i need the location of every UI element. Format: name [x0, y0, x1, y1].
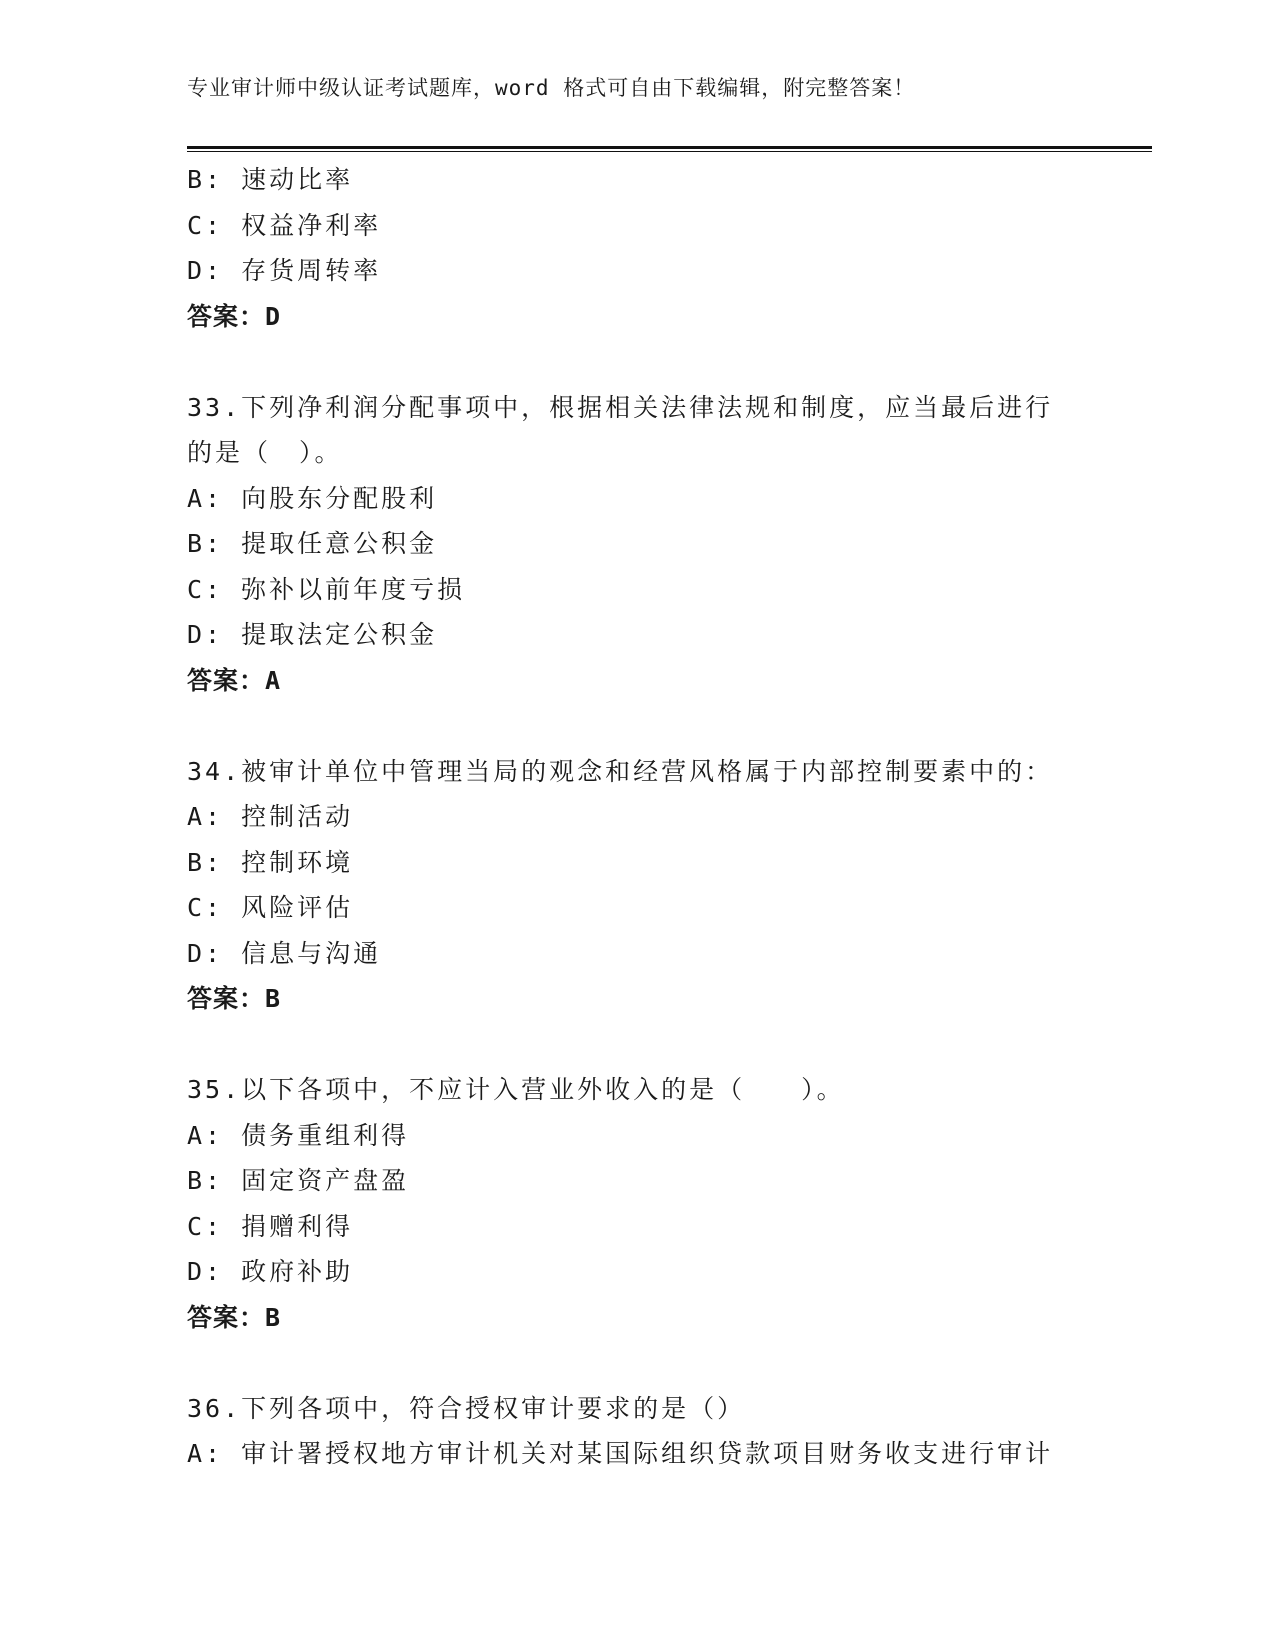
spacer: [187, 1340, 1152, 1386]
option-d: D: 存货周转率: [187, 256, 382, 285]
question-stem: 35.以下各项中，不应计入营业外收入的是（ ）。: [187, 1075, 845, 1104]
option-d: D: 提取法定公积金: [187, 620, 438, 649]
page-header: 专业审计师中级认证考试题库，word 格式可自由下载编辑，附完整答案！: [187, 76, 916, 100]
option-b: B: 控制环境: [187, 847, 354, 877]
answer: 答案：D: [187, 301, 282, 331]
option-a: A: 债务重组利得: [187, 1120, 410, 1150]
option-b: B: 固定资产盘盈: [187, 1166, 410, 1195]
option-d: D: 信息与沟通: [187, 938, 382, 968]
question-36: [187, 1386, 1152, 1477]
answer: 答案：A: [187, 665, 282, 695]
option-a: A: 审计署授权地方审计机关对某国际组织贷款项目财务收支进行审计: [187, 1439, 1054, 1468]
option-c: C: 风险评估: [187, 893, 354, 922]
spacer: [187, 703, 1152, 749]
question-34: [187, 749, 1152, 1022]
question-32-continued: [187, 157, 1152, 339]
answer: 答案：B: [187, 984, 282, 1013]
option-b: B: 提取任意公积金: [187, 529, 438, 558]
question-stem: 34.被审计单位中管理当局的观念和经营风格属于内部控制要素中的：: [187, 756, 1054, 786]
option-c: C: 弥补以前年度亏损: [187, 574, 466, 604]
option-a: A: 控制活动: [187, 802, 354, 831]
option-d: D: 政府补助: [187, 1257, 354, 1286]
question-stem: 33.下列净利润分配事项中，根据相关法律法规和制度，应当最后进行: [187, 392, 1054, 422]
option-a: A: 向股东分配股利: [187, 483, 438, 513]
question-35: [187, 1067, 1152, 1340]
answer: 答案：B: [187, 1302, 282, 1332]
option-c: C: 权益净利率: [187, 210, 382, 240]
option-c: C: 捐赠利得: [187, 1211, 354, 1241]
question-stem-continued: 的是（ ）。: [187, 438, 343, 467]
question-stem: 36.下列各项中，符合授权审计要求的是（）: [187, 1393, 746, 1423]
spacer: [187, 1022, 1152, 1068]
spacer: [187, 339, 1152, 385]
header-rule-thick: [187, 146, 1152, 149]
question-33: [187, 385, 1152, 704]
header-rule-thin: [187, 151, 1152, 152]
option-b: B: 速动比率: [187, 165, 354, 194]
document-body: [187, 157, 1152, 1477]
